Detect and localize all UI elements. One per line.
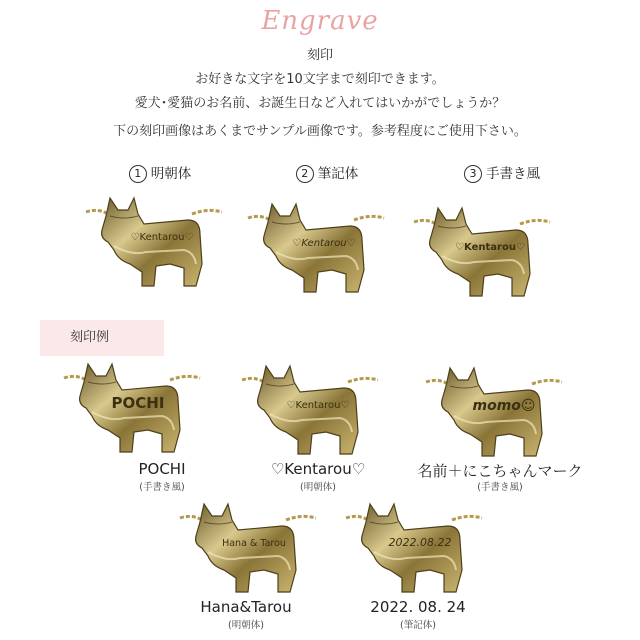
number-badge: 2 [296, 165, 314, 183]
pendant-example-pochi [62, 360, 202, 460]
engraving-text: momo☺ [472, 398, 536, 414]
engraving-text: ♡Kentarou♡ [286, 400, 350, 411]
number-badge: 3 [464, 165, 482, 183]
font-name: 手書き風 [486, 166, 540, 182]
pendant-example-hana-tarou [178, 500, 318, 600]
pendant-sample-handwritten [412, 204, 552, 304]
description-line-3: 下の刻印画像はあくまでサンプル画像です。参考程度にご使用下さい。 [113, 124, 527, 139]
font-option-mincho [90, 162, 230, 183]
number-badge: 1 [129, 165, 147, 183]
page-title: Engrave [261, 6, 379, 36]
example-caption: ♡Kentarou♡ [270, 460, 366, 478]
example-caption: 2022. 08. 24 [370, 598, 466, 616]
example-font: (手書き風) [477, 482, 523, 493]
description-line-2: 愛犬･愛猫のお名前、お誕生日など入れてはいかがでしょうか？ [134, 96, 506, 111]
pendant-sample-mincho [84, 194, 224, 294]
example-caption: Hana&Tarou [200, 598, 292, 616]
examples-heading: 刻印例 [40, 320, 164, 356]
engrave-subtitle: 刻印 [306, 48, 333, 63]
font-name: 筆記体 [317, 166, 359, 182]
pendant-sample-cursive [246, 200, 386, 300]
example-font: (筆記体) [400, 620, 436, 631]
description-line-1: お好きな文字を10文字まで刻印できます。 [195, 72, 445, 87]
engraving-text: 2022.08.22 [388, 536, 452, 549]
font-name: 明朝体 [150, 166, 192, 182]
pendant-example-kentarou [240, 362, 380, 462]
engraving-text: ♡Kentarou♡ [455, 242, 525, 253]
font-option-cursive [257, 162, 397, 183]
example-font: (明朝体) [300, 482, 336, 493]
pendant-example-momo [424, 364, 564, 464]
pendant-example-date [344, 500, 484, 600]
engraving-text: ♡Kentarou♡ [130, 232, 194, 243]
engraving-text: ♡Kentarou♡ [292, 238, 356, 249]
example-caption: POCHI [138, 460, 186, 478]
example-font: (明朝体) [228, 620, 264, 631]
example-caption: 名前＋にこちゃんマーク [417, 462, 583, 480]
example-font: (手書き風) [139, 482, 185, 493]
font-option-handwritten [432, 162, 572, 183]
engraving-text: POCHI [111, 394, 165, 412]
engraving-text: Hana & Tarou [222, 538, 286, 549]
